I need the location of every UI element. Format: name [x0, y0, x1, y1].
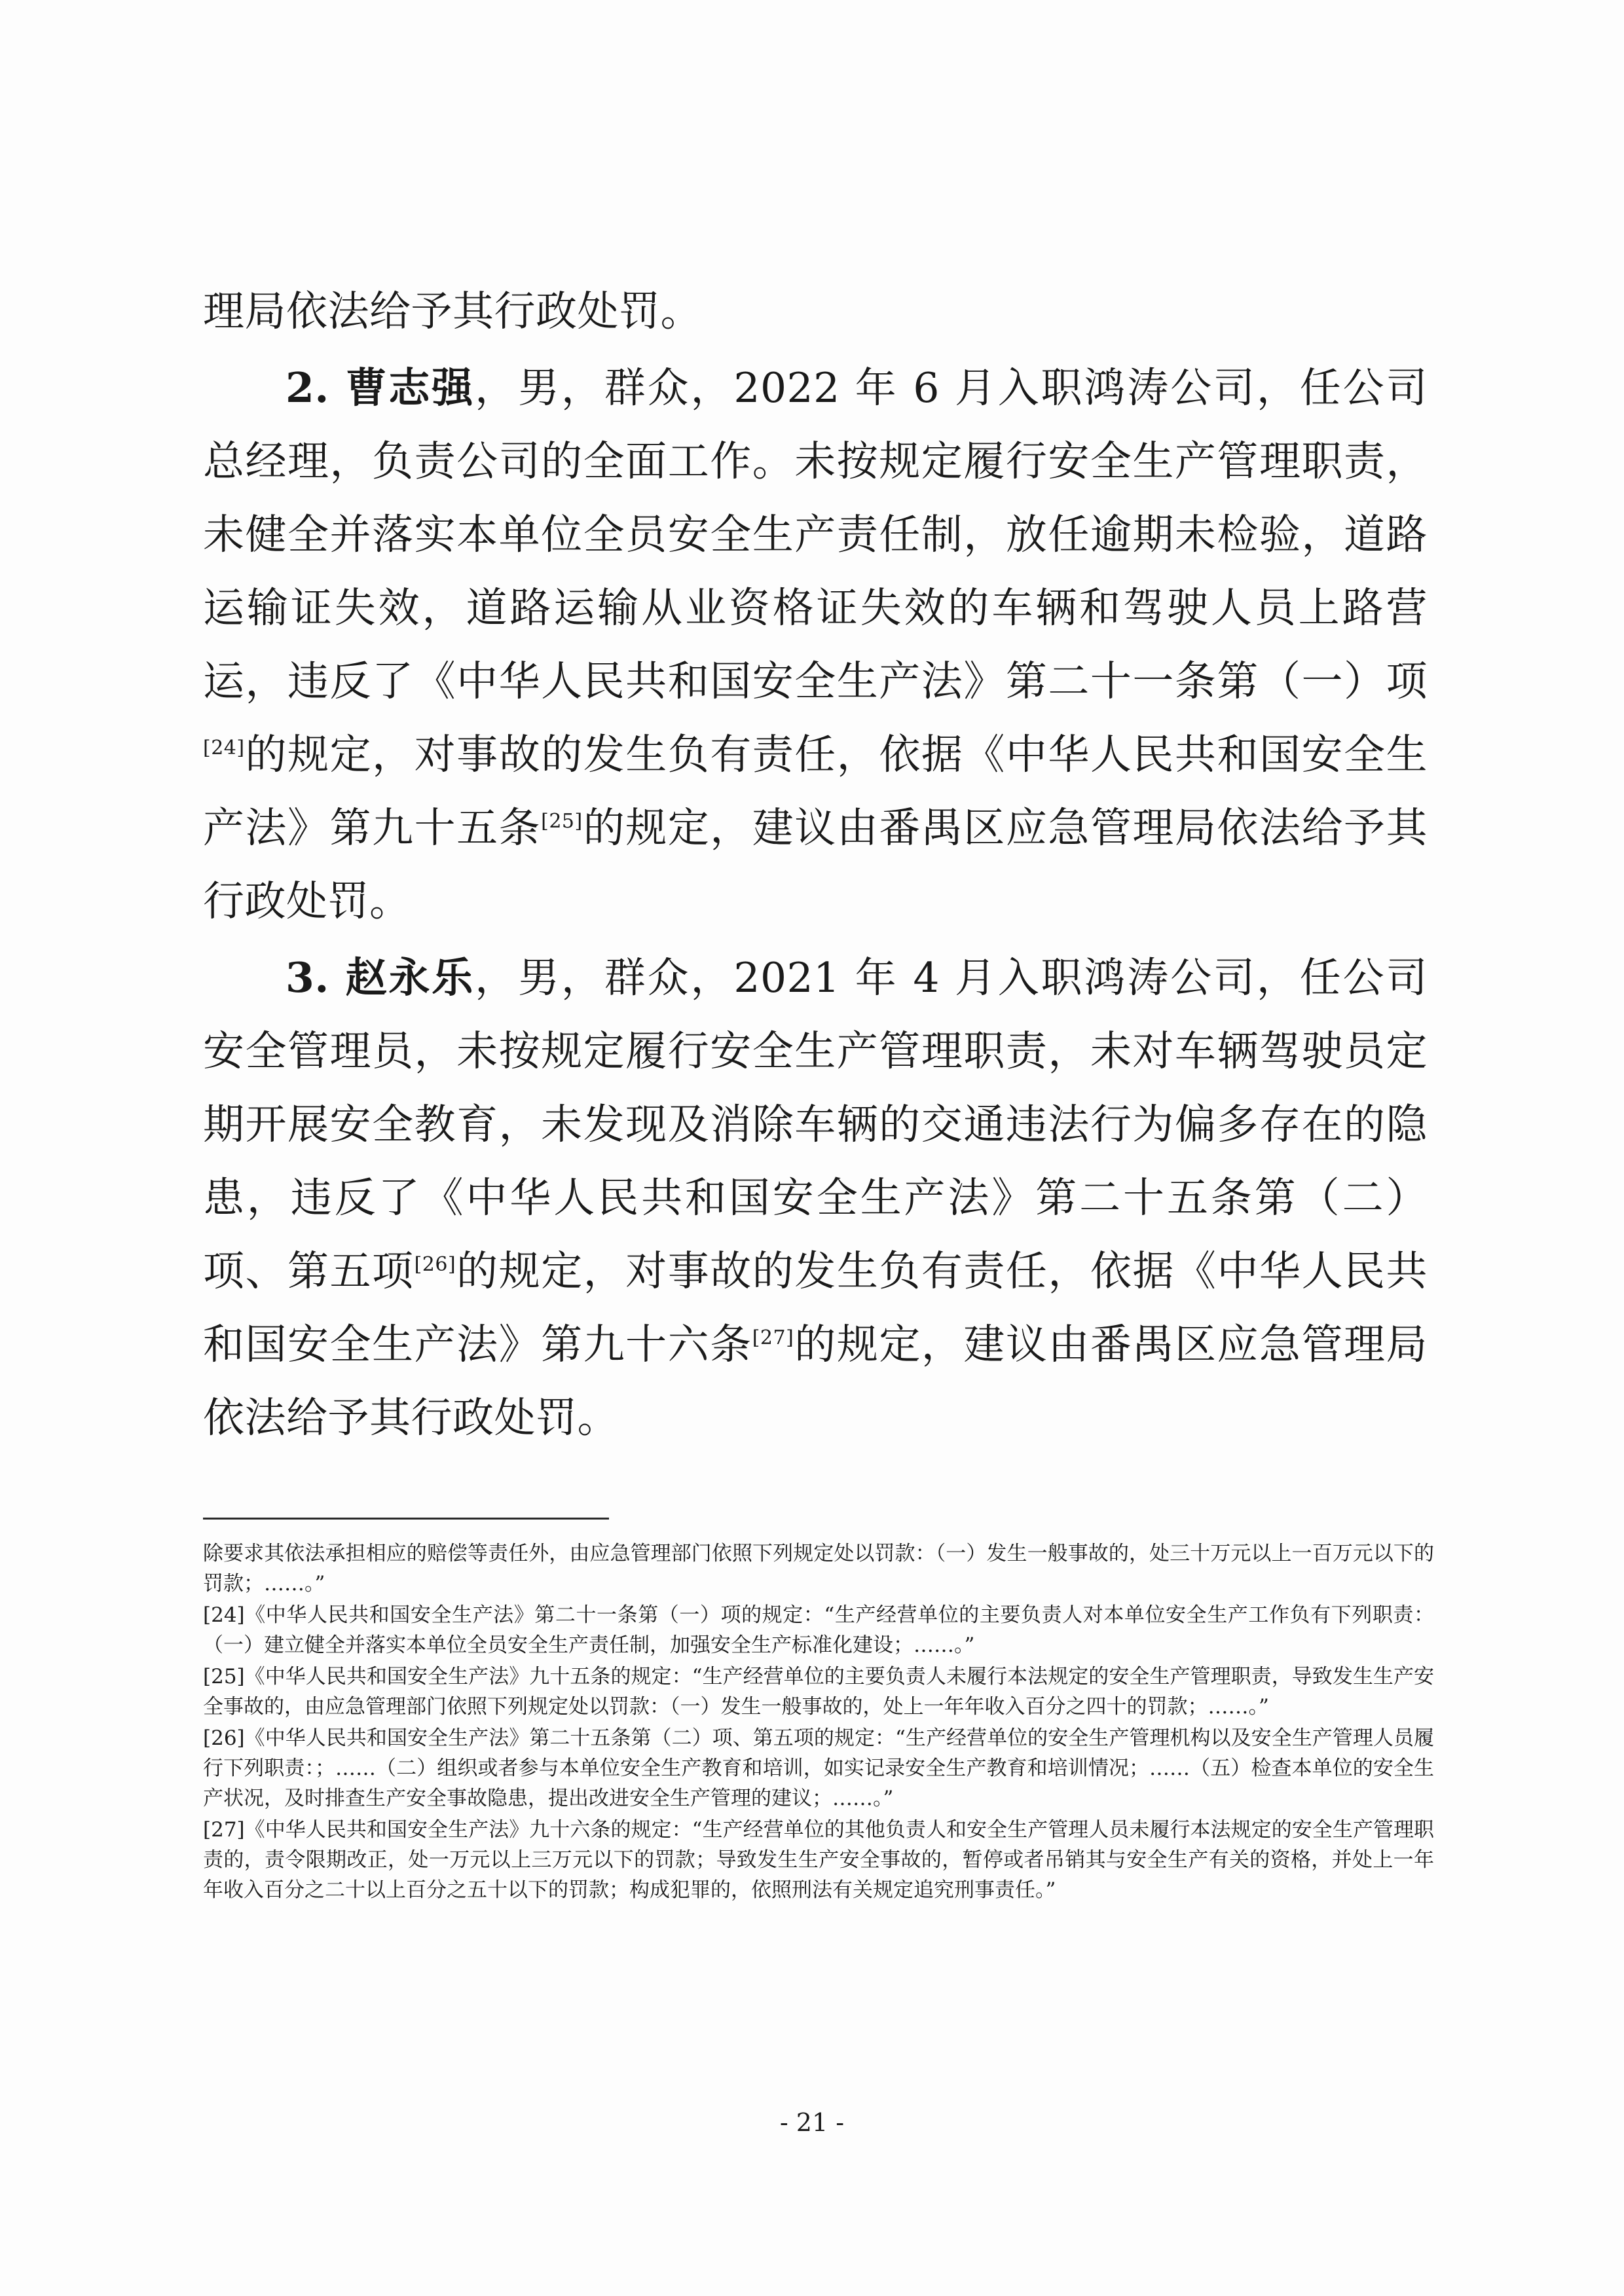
paragraph-item-2-lead: 2. 曹志强: [286, 363, 475, 412]
paragraph-item-3: [203, 941, 1428, 1455]
paragraph-item-3-text2: 的规定，对事故的发生负有责任，依据《中华人民共和国安全生产法》第九十六条: [203, 1247, 1428, 1368]
paragraph-item-2-text: ，男，群众，2022 年 6 月入职鸿涛公司，任公司总经理，负责公司的全面工作。未按规定履行安全生产管理职责，未健全并落实本单位全员安全生产责任制，放任逾期未检验，道路运输证失效，道路运输从业资格证失效的车辆和驾驶人员上路营运，违反了《中华人民共和国安全生产法》第二十一条第（一）项: [203, 364, 1428, 705]
paragraph-item-3-text: ，男，群众，2021 年 4 月入职鸿涛公司，任公司安全管理员，未按规定履行安全生产管理职责，未对车辆驾驶员定期开展安全教育，未发现及消除车辆的交通违法行为偏多存在的隐患，违反了《中华人民共和国安全生产法》第二十五条第（二）项、第五项: [203, 954, 1428, 1295]
paragraph-continued-text: 理局依法给予其行政处罚。: [203, 287, 702, 335]
paragraph-continued: [203, 275, 1428, 348]
footnote-continued: 除要求其依法承担相应的赔偿等责任外，由应急管理部门依照下列规定处以罚款：（一）发生一般事故的，处三十万元以上一百万元以下的罚款；……。”: [203, 1542, 1434, 1595]
footnote-25: [25]《中华人民共和国安全生产法》九十五条的规定：“生产经营单位的主要负责人未履行本法规定的安全生产管理职责，导致发生生产安全事故的，由应急管理部门依照下列规定处以罚款：（一）发生一般事故的，处上一年年收入百分之四十的罚款；……。”: [203, 1665, 1434, 1719]
footnote-section: [203, 1539, 1434, 1906]
footnote-ref-24[interactable]: [24]: [203, 737, 245, 759]
footnote-ref-26[interactable]: [26]: [414, 1253, 456, 1276]
footnote-separator: [203, 1518, 609, 1520]
paragraph-item-3-lead: 3. 赵永乐: [286, 953, 475, 1002]
footnote-24: [24]《中华人民共和国安全生产法》第二十一条第（一）项的规定：“生产经营单位的主要负责人对本单位安全生产工作负有下列职责：（一）建立健全并落实本单位全员安全生产责任制，加强安全生产标准化建设；……。”: [203, 1603, 1434, 1657]
document-body: [203, 275, 1428, 1457]
footnote-27: [27]《中华人民共和国安全生产法》九十六条的规定：“生产经营单位的其他负责人和安全生产管理人员未履行本法规定的安全生产管理职责的，责令限期改正，处一万元以上三万元以下的罚款；导致发生生产安全事故的，暂停或者吊销其与安全生产有关的资格，并处上一年年收入百分之二十以上百分之五十以下的罚款；构成犯罪的，依照刑法有关规定追究刑事责任。”: [203, 1818, 1434, 1902]
footnote-26: [26]《中华人民共和国安全生产法》第二十五条第（二）项、第五项的规定：“生产经营单位的安全生产管理机构以及安全生产管理人员履行下列职责：；……（二）组织或者参与本单位安全生产教育和培训，如实记录安全生产教育和培训情况；……（五）检查本单位的安全生产状况，及时排查生产安全事故隐患，提出改进安全生产管理的建议；……。”: [203, 1726, 1434, 1810]
footnote-ref-27[interactable]: [27]: [752, 1326, 794, 1349]
page-number: - 21 -: [779, 2108, 845, 2137]
paragraph-item-3-text3: 的规定，建议由番禺区应急管理局依法给予其行政处罚。: [203, 1321, 1428, 1442]
paragraph-item-2-text2: 的规定，对事故的发生负有责任，依据《中华人民共和国安全生产法》第九十五条: [203, 731, 1428, 852]
footnote-ref-25[interactable]: [25]: [541, 810, 583, 833]
paragraph-item-2: [203, 351, 1428, 938]
paragraph-item-2-text3: 的规定，建议由番禺区应急管理局依法给予其行政处罚。: [203, 804, 1428, 925]
